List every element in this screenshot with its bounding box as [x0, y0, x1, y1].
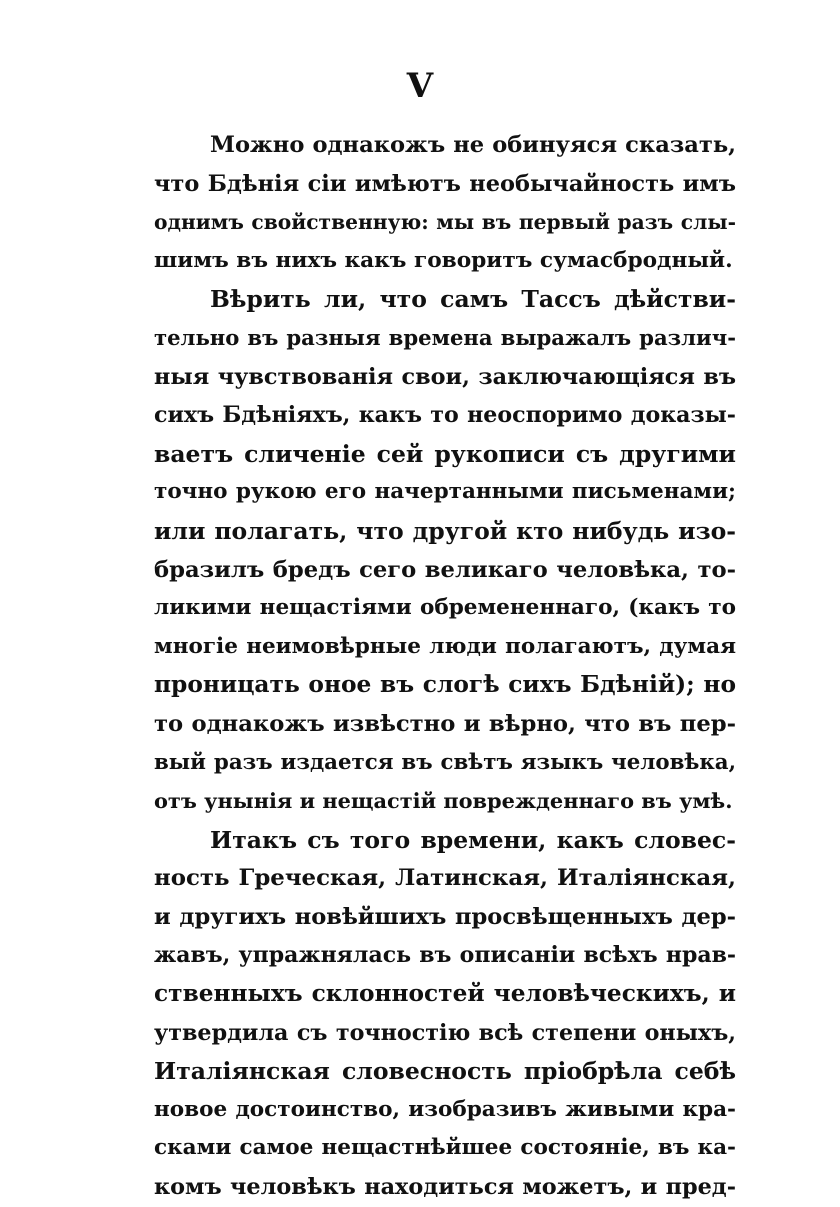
text-line: то однакожъ извѣстно и вѣрно, что въ пер- — [154, 710, 736, 737]
page-number: V — [406, 66, 434, 106]
body-text — [154, 126, 736, 1207]
text-line: сихъ Бдѣніяхъ, какъ то неоспоримо доказы- — [154, 402, 736, 429]
text-line: новое достоинство, изобразивъ живыми кра- — [154, 1096, 736, 1122]
text-line: или полагать, что другой кто нибудь изо- — [154, 516, 736, 545]
text-line: Вѣрить ли, что самъ Тассъ дѣйстви- — [210, 285, 736, 314]
text-line: Итакъ съ того времени, какъ словес- — [210, 825, 736, 854]
text-line: однимъ свойственную: мы въ первый разъ слы- — [154, 210, 736, 235]
text-line: и другихъ новѣйшихъ просвѣщенныхъ дер- — [154, 903, 736, 930]
text-line: бразилъ бредъ сего великаго человѣка, то- — [154, 556, 736, 583]
text-line: Можно однакожъ не обинуяся сказать, — [210, 132, 736, 158]
text-line: сками самое нещастнѣйшее состояніе, въ ка- — [154, 1135, 736, 1161]
text-line: Италіянская словесность пріобрѣла себѣ — [154, 1057, 736, 1086]
text-line: ственныхъ склонностей человѣческихъ, и — [154, 980, 736, 1008]
text-line: многіе неимовѣрные люди полагаютъ, думая — [154, 633, 736, 659]
text-line: тельно въ разныя времена выражалъ различ- — [154, 324, 736, 350]
text-line: комъ человѣкъ находиться можетъ, и пред- — [154, 1174, 736, 1201]
text-line: отъ унынія и нещастій поврежденнаго въ умѣ. — [154, 788, 733, 814]
text-line: ныя чувствованія свои, заключающіяся въ — [154, 363, 736, 390]
text-line: точно рукою его начертанными письменами; — [154, 479, 736, 505]
text-line: утвердила съ точностію всѣ степени оныхъ, — [154, 1019, 736, 1046]
text-line: ность Греческая, Латинская, Италіянская, — [154, 865, 736, 892]
text-line: проницать оное въ слогѣ сихъ Бдѣній); но — [154, 671, 736, 699]
text-line: что Бдѣнія сіи имѣютъ необычайность имъ — [154, 170, 736, 197]
text-line: жавъ, упражнялась въ описаніи всѣхъ нрав- — [154, 942, 736, 969]
text-line: ваетъ сличеніе сей рукописи съ другими — [154, 439, 736, 468]
text-line: ликими нещастіями обремененнаго, (какъ то — [154, 595, 736, 621]
text-line: шимъ въ нихъ какъ говоритъ сумасбродный. — [154, 247, 733, 273]
text-line: вый разъ издается въ свѣтъ языкъ человѣка, — [154, 749, 736, 775]
